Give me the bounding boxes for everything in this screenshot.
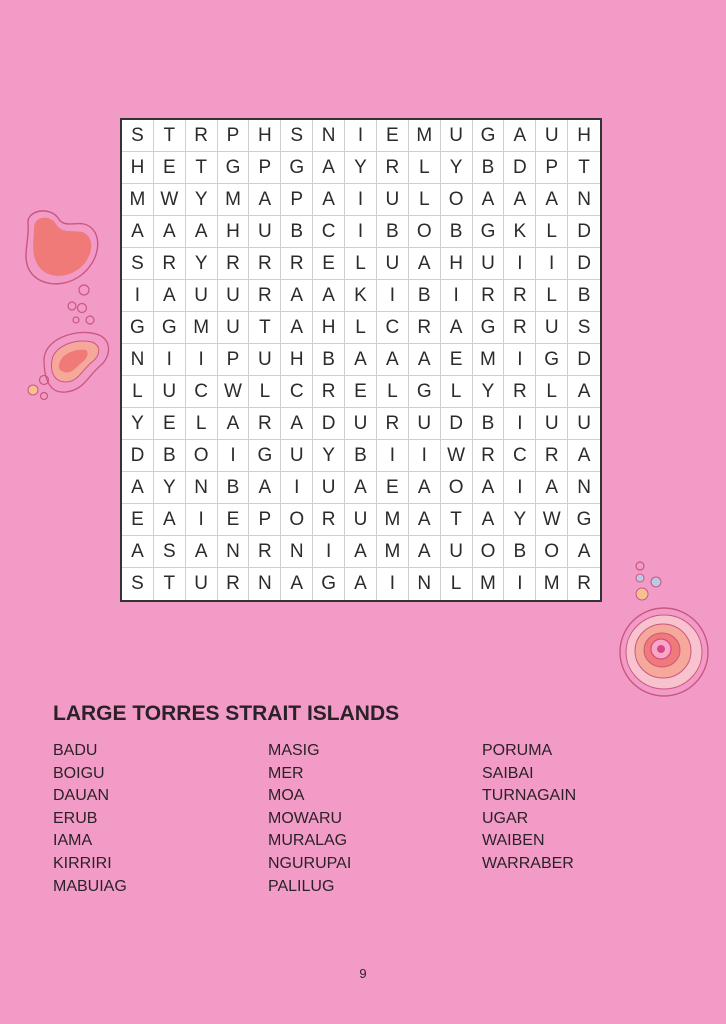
grid-cell: A <box>536 472 568 504</box>
grid-cell: W <box>536 504 568 536</box>
grid-cell: L <box>536 376 568 408</box>
grid-cell: N <box>122 344 154 376</box>
grid-cell: G <box>473 216 505 248</box>
grid-cell: A <box>154 216 186 248</box>
grid-cell: U <box>218 280 250 312</box>
grid-cell: A <box>313 280 345 312</box>
grid-cell: A <box>281 312 313 344</box>
grid-cell: G <box>313 568 345 600</box>
grid-cell: D <box>568 248 600 280</box>
grid-cell: N <box>249 568 281 600</box>
grid-cell: Y <box>504 504 536 536</box>
grid-cell: U <box>313 472 345 504</box>
grid-cell: U <box>536 312 568 344</box>
grid-cell: A <box>281 568 313 600</box>
word-list-column-1 <box>53 740 127 898</box>
grid-cell: U <box>154 376 186 408</box>
grid-cell: E <box>313 248 345 280</box>
grid-cell: L <box>409 152 441 184</box>
grid-cell: C <box>186 376 218 408</box>
grid-cell: P <box>218 344 250 376</box>
grid-cell: S <box>122 248 154 280</box>
grid-cell: T <box>186 152 218 184</box>
grid-cell: I <box>504 568 536 600</box>
grid-cell: G <box>122 312 154 344</box>
grid-cell: P <box>281 184 313 216</box>
grid-cell: I <box>409 440 441 472</box>
grid-cell: B <box>218 472 250 504</box>
grid-cell: O <box>441 184 473 216</box>
word-iama: IAMA <box>53 832 93 850</box>
grid-cell: B <box>568 280 600 312</box>
grid-cell: L <box>441 568 473 600</box>
grid-cell: M <box>122 184 154 216</box>
grid-cell: U <box>377 248 409 280</box>
small-circles-decoration <box>24 372 54 402</box>
grid-cell: R <box>249 536 281 568</box>
grid-cell: R <box>473 440 505 472</box>
grid-cell: D <box>568 216 600 248</box>
grid-cell: A <box>345 568 377 600</box>
word-ngurupai: NGURUPAI <box>268 854 352 872</box>
grid-cell: C <box>504 440 536 472</box>
grid-cell: U <box>441 536 473 568</box>
grid-cell: P <box>218 120 250 152</box>
grid-cell: N <box>313 120 345 152</box>
grid-cell: T <box>249 312 281 344</box>
word-erub: ERUB <box>53 809 98 827</box>
grid-cell: A <box>249 472 281 504</box>
grid-cell: A <box>473 472 505 504</box>
word-list-heading: LARGE TORRES STRAIT ISLANDS <box>53 702 400 725</box>
grid-cell: U <box>345 408 377 440</box>
word-mabuiag: MABUIAG <box>53 877 127 895</box>
grid-cell: N <box>281 536 313 568</box>
grid-cell: R <box>536 440 568 472</box>
grid-cell: R <box>154 248 186 280</box>
word-moa: MOA <box>268 787 305 805</box>
grid-cell: A <box>409 248 441 280</box>
grid-cell: R <box>377 152 409 184</box>
grid-cell: R <box>504 312 536 344</box>
grid-cell: L <box>536 280 568 312</box>
grid-cell: I <box>504 472 536 504</box>
grid-cell: N <box>186 472 218 504</box>
word-saibai: SAIBAI <box>482 764 534 782</box>
grid-cell: A <box>409 472 441 504</box>
grid-cell: I <box>377 280 409 312</box>
grid-cell: B <box>441 216 473 248</box>
grid-cell: G <box>473 312 505 344</box>
grid-cell: Y <box>122 408 154 440</box>
grid-cell: E <box>154 152 186 184</box>
grid-cell: U <box>473 248 505 280</box>
grid-cell: A <box>345 536 377 568</box>
grid-cell: S <box>122 568 154 600</box>
grid-cell: L <box>345 312 377 344</box>
grid-cell: O <box>409 216 441 248</box>
grid-cell: O <box>473 536 505 568</box>
grid-cell: I <box>186 344 218 376</box>
grid-cell: P <box>249 504 281 536</box>
grid-cell: I <box>186 504 218 536</box>
grid-cell: E <box>122 504 154 536</box>
grid-cell: A <box>218 408 250 440</box>
grid-cell: I <box>345 184 377 216</box>
word-dauan: DAUAN <box>53 787 110 805</box>
grid-cell: U <box>536 408 568 440</box>
grid-cell: I <box>313 536 345 568</box>
grid-cell: L <box>122 376 154 408</box>
grid-cell: I <box>345 120 377 152</box>
grid-cell: B <box>473 152 505 184</box>
word-list-column-2 <box>268 740 351 898</box>
grid-cell: G <box>218 152 250 184</box>
grid-cell: U <box>409 408 441 440</box>
bubbles-decoration <box>630 556 670 606</box>
grid-cell: R <box>377 408 409 440</box>
grid-cell: D <box>313 408 345 440</box>
grid-cell: U <box>281 440 313 472</box>
grid-cell: C <box>281 376 313 408</box>
grid-cell: I <box>218 440 250 472</box>
grid-cell: A <box>122 216 154 248</box>
grid-cell: A <box>377 344 409 376</box>
grid-cell: A <box>409 344 441 376</box>
grid-cell: N <box>218 536 250 568</box>
word-kirriri: KIRRIRI <box>53 854 112 872</box>
grid-cell: G <box>536 344 568 376</box>
grid-cell: L <box>186 408 218 440</box>
grid-cell: U <box>568 408 600 440</box>
word-poruma: PORUMA <box>482 742 553 759</box>
grid-cell: Y <box>154 472 186 504</box>
grid-cell: B <box>409 280 441 312</box>
grid-cell: A <box>473 504 505 536</box>
grid-cell: A <box>154 504 186 536</box>
grid-cell: U <box>249 216 281 248</box>
grid-cell: E <box>345 376 377 408</box>
grid-cell: Y <box>186 184 218 216</box>
grid-cell: H <box>249 120 281 152</box>
grid-cell: A <box>568 536 600 568</box>
grid-cell: U <box>536 120 568 152</box>
grid-cell: M <box>409 120 441 152</box>
grid-cell: I <box>122 280 154 312</box>
grid-cell: W <box>154 184 186 216</box>
grid-cell: D <box>122 440 154 472</box>
concentric-circles-decoration <box>616 604 712 700</box>
grid-cell: C <box>313 216 345 248</box>
grid-cell: W <box>441 440 473 472</box>
grid-cell: G <box>568 504 600 536</box>
grid-cell: L <box>409 184 441 216</box>
word-mer: MER <box>268 764 304 782</box>
grid-cell: E <box>441 344 473 376</box>
grid-cell: I <box>345 216 377 248</box>
grid-cell: A <box>154 280 186 312</box>
grid-cell: D <box>441 408 473 440</box>
grid-cell: P <box>536 152 568 184</box>
grid-cell: M <box>473 568 505 600</box>
grid-cell: A <box>536 184 568 216</box>
grid-cell: C <box>377 312 409 344</box>
grid-cell: H <box>218 216 250 248</box>
grid-cell: P <box>249 152 281 184</box>
grid-cell: A <box>281 408 313 440</box>
grid-cell: R <box>409 312 441 344</box>
grid-cell: A <box>313 184 345 216</box>
grid-cell: N <box>568 472 600 504</box>
grid-cell: E <box>154 408 186 440</box>
grid-cell: G <box>409 376 441 408</box>
grid-cell: O <box>281 504 313 536</box>
grid-cell: U <box>345 504 377 536</box>
grid-cell: R <box>577 573 591 594</box>
grid-cell: I <box>377 440 409 472</box>
grid-cell: Y <box>313 440 345 472</box>
grid-cell: U <box>249 344 281 376</box>
grid-cell: U <box>441 120 473 152</box>
grid-cell: M <box>536 568 568 600</box>
grid-cell: A <box>504 120 536 152</box>
word-search-grid <box>120 118 602 602</box>
word-muralag: MURALAG <box>268 832 348 850</box>
grid-cell: A <box>409 536 441 568</box>
grid-cell: Y <box>441 152 473 184</box>
grid-cell: Y <box>186 248 218 280</box>
grid-cell: I <box>504 248 536 280</box>
grid-cell: E <box>377 472 409 504</box>
word-palilug: PALILUG <box>268 877 335 895</box>
grid-cell: U <box>377 184 409 216</box>
grid-cell: Y <box>473 376 505 408</box>
grid-cell: O <box>441 472 473 504</box>
grid-cell: A <box>504 184 536 216</box>
grid-cell: L <box>441 376 473 408</box>
word-boigu: BOIGU <box>53 764 105 782</box>
word-turnagain: TURNAGAIN <box>482 787 577 805</box>
grid-cell: B <box>504 536 536 568</box>
grid-cell: A <box>122 536 154 568</box>
grid-cell: H <box>122 152 154 184</box>
grid-cell: T <box>441 504 473 536</box>
grid-cell: M <box>473 344 505 376</box>
grid-cell: A <box>473 184 505 216</box>
grid-cell: M <box>218 184 250 216</box>
grid-cell: S <box>568 312 600 344</box>
grid-cell: I <box>377 568 409 600</box>
grid-cell: G <box>154 312 186 344</box>
grid-cell: M <box>377 504 409 536</box>
grid-cell: I <box>504 344 536 376</box>
grid-cell: N <box>409 568 441 600</box>
grid-cell: A <box>409 504 441 536</box>
kidney-bean-decoration <box>18 204 104 292</box>
grid-cell: B <box>154 440 186 472</box>
grid-cell: G <box>281 152 313 184</box>
grid-cell: E <box>218 504 250 536</box>
grid-cell: O <box>536 536 568 568</box>
grid-cell: I <box>441 280 473 312</box>
grid-cell: R <box>249 280 281 312</box>
word-waiben: WAIBEN <box>482 832 545 850</box>
grid-cell: R <box>504 280 536 312</box>
grid-cell: H <box>313 312 345 344</box>
grid-cell: A <box>313 152 345 184</box>
grid-cell: U <box>218 312 250 344</box>
grid-cell: I <box>281 472 313 504</box>
grid-cell: T <box>568 152 600 184</box>
grid-cell: A <box>122 472 154 504</box>
grid-cell: A <box>186 216 218 248</box>
grid-cell: A <box>281 280 313 312</box>
grid-cell: T <box>154 120 186 152</box>
page-number: 9 <box>359 966 367 981</box>
grid-cell: A <box>345 344 377 376</box>
grid-cell: R <box>473 280 505 312</box>
word-list-column-3 <box>482 740 576 876</box>
grid-cell: G <box>473 120 505 152</box>
word-warraber: WARRABER <box>482 854 574 872</box>
grid-cell: K <box>504 216 536 248</box>
grid-cell: I <box>154 344 186 376</box>
grid-cell: R <box>281 248 313 280</box>
grid-cell: S <box>122 120 154 152</box>
grid-cell: W <box>218 376 250 408</box>
grid-cell: Y <box>345 152 377 184</box>
grid-cell: I <box>504 408 536 440</box>
grid-cell: L <box>377 376 409 408</box>
grid-cell: U <box>186 280 218 312</box>
grid-cell: D <box>504 152 536 184</box>
grid-cell: R <box>249 408 281 440</box>
word-masig: MASIG <box>268 742 320 759</box>
grid-cell: R <box>186 120 218 152</box>
grid-cell: G <box>249 440 281 472</box>
dots-decoration <box>60 280 100 328</box>
grid-cell: R <box>218 248 250 280</box>
grid-cell: I <box>536 248 568 280</box>
grid-cell: H <box>441 248 473 280</box>
grid-cell: A <box>249 184 281 216</box>
grid-cell: B <box>281 216 313 248</box>
grid-cell: L <box>249 376 281 408</box>
grid-cell: R <box>313 376 345 408</box>
grid-cell: B <box>313 344 345 376</box>
grid-cell: B <box>377 216 409 248</box>
grid-cell: B <box>473 408 505 440</box>
grid-cell: A <box>568 440 600 472</box>
grid-cell: A <box>441 312 473 344</box>
grid-cell: H <box>568 120 600 152</box>
word-ugar: UGAR <box>482 809 529 827</box>
grid-cell: M <box>377 536 409 568</box>
grid-cell: A <box>568 376 600 408</box>
grid-cell: N <box>568 184 600 216</box>
grid-cell: R <box>218 568 250 600</box>
grid-cell: L <box>536 216 568 248</box>
grid-cell: R <box>249 248 281 280</box>
grid-cell: K <box>345 280 377 312</box>
word-badu: BADU <box>53 742 98 759</box>
grid-cell: O <box>186 440 218 472</box>
grid-cell: R <box>313 504 345 536</box>
grid-cell: U <box>186 568 218 600</box>
grid-cell: R <box>504 376 536 408</box>
grid-cell: M <box>186 312 218 344</box>
word-mowaru: MOWARU <box>268 809 343 827</box>
grid-cell: S <box>154 536 186 568</box>
grid-cell: A <box>186 536 218 568</box>
grid-cell: D <box>568 344 600 376</box>
grid-cell: S <box>281 120 313 152</box>
grid-cell: H <box>281 344 313 376</box>
grid-cell: T <box>154 568 186 600</box>
grid-cell: E <box>377 120 409 152</box>
grid-cell: A <box>345 472 377 504</box>
grid-cell: L <box>345 248 377 280</box>
grid-cell: B <box>345 440 377 472</box>
